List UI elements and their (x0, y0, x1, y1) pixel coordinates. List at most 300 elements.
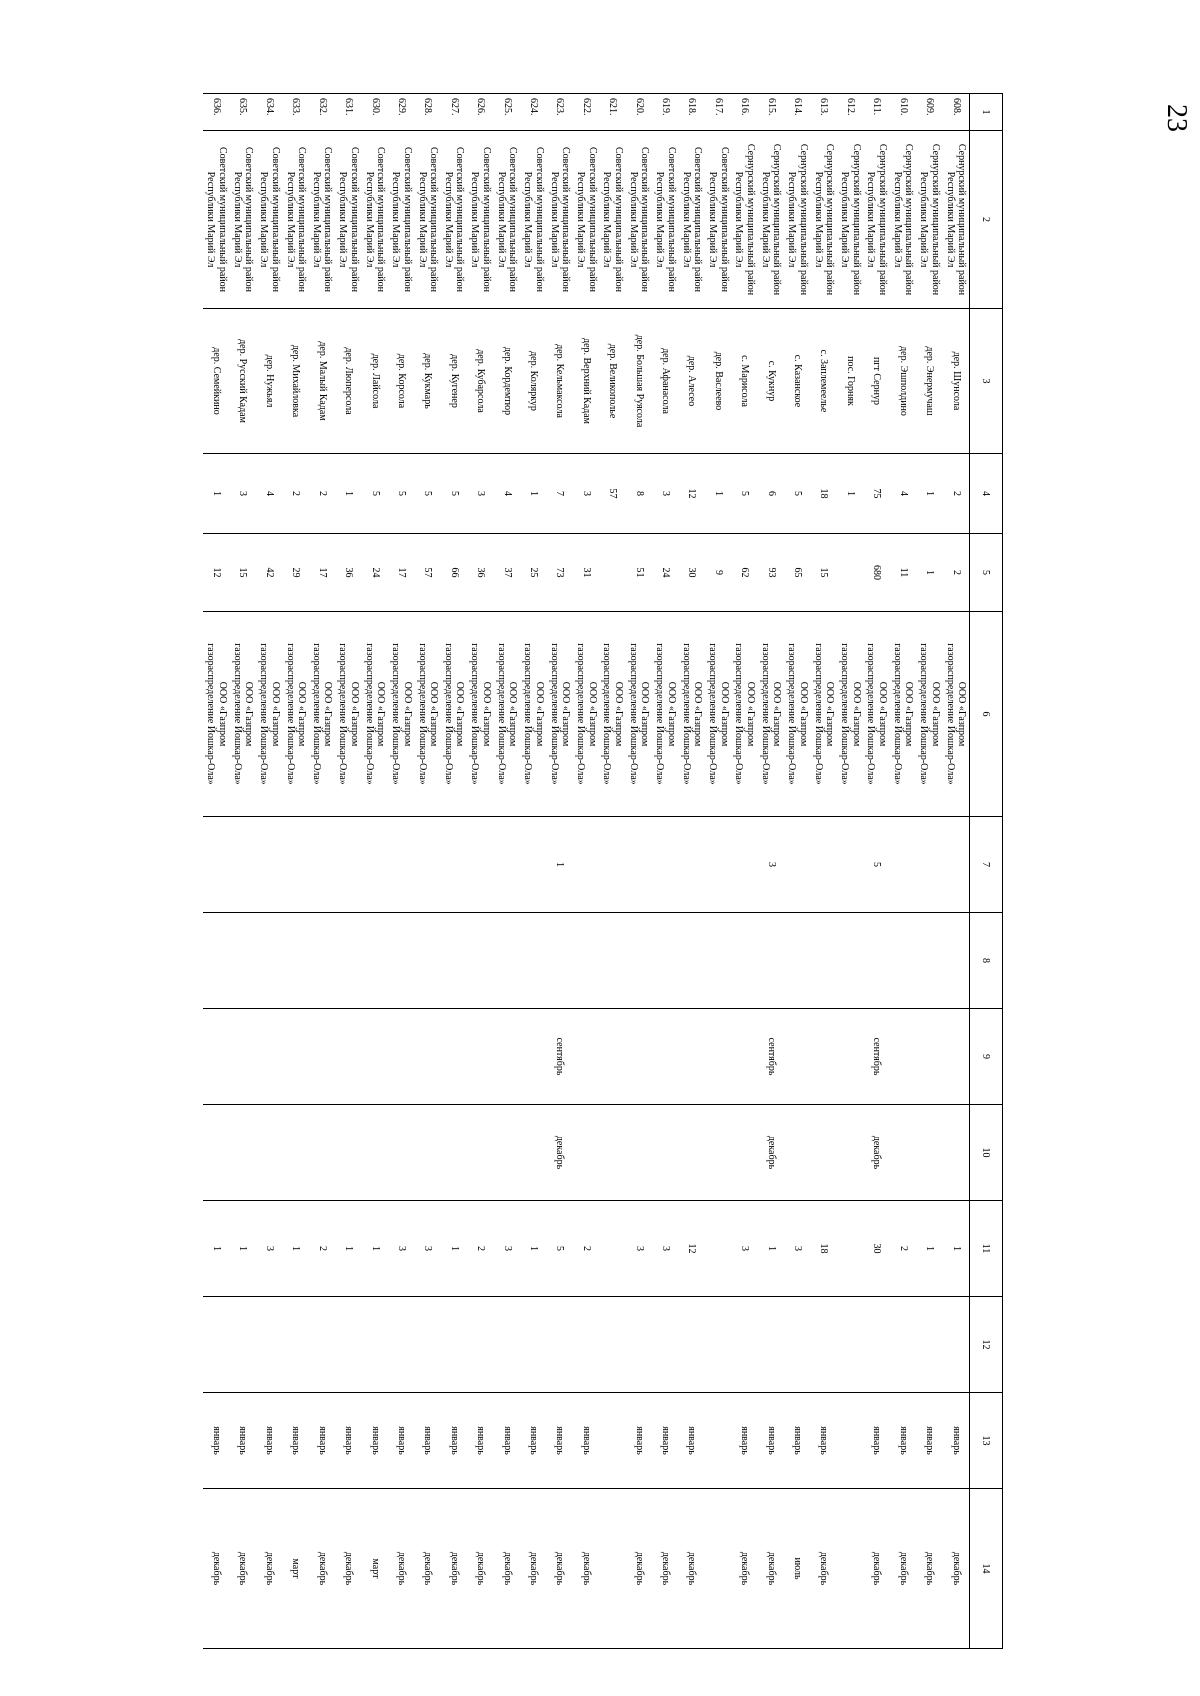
table-cell-c4: 1 (520, 454, 546, 534)
table-cell-c6 (863, 612, 889, 817)
table-cell-c12 (943, 1297, 970, 1393)
table-cell-c3: дер. Кукмарь (414, 309, 440, 454)
table-cell-c2 (678, 131, 704, 309)
table-cell-c9 (731, 1009, 757, 1105)
operator-line-2: газораспределение Йошкар-Ола» (654, 643, 666, 785)
table-cell-c13: январь (678, 1393, 704, 1489)
table-cell-c1: 634. (256, 94, 282, 131)
table-cell-c5: 31 (573, 534, 599, 612)
table-cell-c9 (599, 1009, 625, 1105)
table-cell-c2 (810, 131, 836, 309)
table-cell-c12 (705, 1297, 731, 1393)
table-cell-c7 (282, 817, 308, 913)
table-cell-c9 (626, 1009, 652, 1105)
region-line: Республики Марий Эл (865, 171, 877, 268)
table-cell-c12 (494, 1297, 520, 1393)
table-cell-c10 (837, 1105, 863, 1201)
table-cell-c2 (282, 131, 308, 309)
district-line: Сернурский муниципальный район (824, 143, 836, 296)
column-header: 8 (970, 913, 1003, 1009)
operator-line-1: ООО «Газпром (560, 681, 572, 747)
table-cell-c6 (282, 612, 308, 817)
operator-line-1: ООО «Газпром (956, 681, 968, 747)
table-row (441, 94, 467, 1649)
table-cell-c14: март (282, 1489, 308, 1649)
table-cell-c6 (678, 612, 704, 817)
operator-line-1: ООО «Газпром (454, 681, 466, 747)
table-row (230, 94, 256, 1649)
region-line: Республики Марий Эл (548, 171, 560, 268)
table-cell-c14: декабрь (494, 1489, 520, 1649)
operator-line-1: ООО «Газпром (877, 681, 888, 747)
table-cell-c3: дер. Коляркур (520, 309, 546, 454)
table-cell-c8 (494, 913, 520, 1009)
table-row (943, 94, 970, 1649)
table-cell-c8 (916, 913, 942, 1009)
table-cell-c5: 15 (810, 534, 836, 612)
operator-line-1: ООО «Газпром (401, 681, 413, 747)
table-cell-c4: 12 (678, 454, 704, 534)
table-cell-c3: дер. Алесео (678, 309, 704, 454)
table-cell-c10 (230, 1105, 256, 1201)
operator-line-1: ООО «Газпром (797, 681, 809, 747)
table-cell-c4: 5 (784, 454, 810, 534)
table-cell-c1: 632. (309, 94, 335, 131)
table-cell-c14: декабрь (441, 1489, 467, 1649)
operator-line-2: газораспределение Йошкар-Ола» (258, 643, 270, 785)
table-cell-c6 (943, 612, 970, 817)
table-cell-c11: 2 (890, 1201, 916, 1297)
region-line: Республики Марий Эл (363, 171, 375, 268)
table-cell-c6 (599, 612, 625, 817)
table-row (916, 94, 942, 1649)
table-cell-c8 (309, 913, 335, 1009)
table-cell-c9: сентябрь (758, 1009, 784, 1105)
operator-line-1: ООО «Газпром (692, 681, 704, 747)
operator-line-2: газораспределение Йошкар-Ола» (548, 643, 560, 785)
table-cell-c6 (546, 612, 572, 817)
table-cell-c3: дер. Семейкино (203, 309, 230, 454)
table-cell-c12 (678, 1297, 704, 1393)
table-cell-c10 (494, 1105, 520, 1201)
table-cell-c8 (362, 913, 388, 1009)
table-cell-c9 (705, 1009, 731, 1105)
table-cell-c5: 1 (916, 534, 942, 612)
table-cell-c1: 616. (731, 94, 757, 131)
table-cell-c8 (758, 913, 784, 1009)
table-cell-c4: 1 (916, 454, 942, 534)
table-cell-c13: январь (758, 1393, 784, 1489)
table-cell-c2 (863, 131, 889, 309)
operator-line-2: газораспределение Йошкар-Ола» (522, 643, 534, 785)
table-cell-c2 (230, 131, 256, 309)
table-cell-c3: дер. Кубарсола (467, 309, 493, 454)
table-cell-c3: дер. Корсола (388, 309, 414, 454)
table-cell-c12 (282, 1297, 308, 1393)
table-cell-c14: декабрь (573, 1489, 599, 1649)
table-cell-c7 (388, 817, 414, 913)
column-number-row (970, 94, 1003, 1649)
table-row (678, 94, 704, 1649)
column-header: 7 (970, 817, 1003, 913)
operator-line-2: газораспределение Йошкар-Ола» (865, 643, 877, 785)
table-cell-c8 (573, 913, 599, 1009)
table-cell-c9 (203, 1009, 230, 1105)
table-cell-c3: дер. Михайловка (282, 309, 308, 454)
operator-line-2: газораспределение Йошкар-Ола» (944, 643, 956, 785)
table-cell-c7 (573, 817, 599, 913)
table-cell-c9 (230, 1009, 256, 1105)
table-cell-c14: декабрь (388, 1489, 414, 1649)
table-cell-c6 (705, 612, 731, 817)
region-line: Республики Марий Эл (627, 171, 639, 268)
table-cell-c6 (494, 612, 520, 817)
table-cell-c9 (441, 1009, 467, 1105)
table-cell-c13: январь (467, 1393, 493, 1489)
operator-line-2: газораспределение Йошкар-Ола» (707, 643, 719, 785)
table-cell-c1: 620. (626, 94, 652, 131)
table-cell-c7 (494, 817, 520, 913)
operator-line-2: газораспределение Йошкар-Ола» (231, 643, 243, 785)
table-cell-c6 (837, 612, 863, 817)
table-cell-c2 (309, 131, 335, 309)
table-cell-c6 (758, 612, 784, 817)
district-line: Советский муниципальный район (586, 147, 598, 292)
district-line: Сернурский муниципальный район (771, 143, 783, 296)
table-cell-c14: март (362, 1489, 388, 1649)
table-cell-c8 (678, 913, 704, 1009)
table-cell-c11: 30 (863, 1201, 889, 1297)
table-cell-c6 (916, 612, 942, 817)
table-cell-c3: дер. Васлеево (705, 309, 731, 454)
table-cell-c6 (362, 612, 388, 817)
column-header: 11 (970, 1201, 1003, 1297)
table-cell-c1: 610. (890, 94, 916, 131)
table-cell-c10 (203, 1105, 230, 1201)
region-line: Республики Марий Эл (839, 171, 851, 268)
district-line: Сернурский муниципальный район (877, 143, 888, 296)
table-cell-c6 (652, 612, 678, 817)
district-line: Сернурский муниципальный район (850, 143, 862, 296)
table-cell-c8 (441, 913, 467, 1009)
table-cell-c8 (335, 913, 361, 1009)
table-cell-c12 (863, 1297, 889, 1393)
table-cell-c8 (388, 913, 414, 1009)
operator-line-1: ООО «Газпром (480, 681, 492, 747)
table-cell-c11: 1 (362, 1201, 388, 1297)
table-cell-c7 (520, 817, 546, 913)
table-cell-c13: январь (362, 1393, 388, 1489)
column-header: 13 (970, 1393, 1003, 1489)
operator-line-1: ООО «Газпром (533, 681, 545, 747)
table-cell-c5: 25 (520, 534, 546, 612)
table-cell-c9 (520, 1009, 546, 1105)
table-cell-c2 (467, 131, 493, 309)
table-cell-c12 (441, 1297, 467, 1393)
operator-line-1: ООО «Газпром (348, 681, 360, 747)
operator-line-1: ООО «Газпром (216, 681, 228, 747)
table-cell-c13: январь (520, 1393, 546, 1489)
table-cell-c4: 7 (546, 454, 572, 534)
table-cell-c6 (784, 612, 810, 817)
table-cell-c6 (626, 612, 652, 817)
table-cell-c13: январь (652, 1393, 678, 1489)
operator-line-1: ООО «Газпром (903, 681, 915, 747)
table-cell-c13: январь (309, 1393, 335, 1489)
table-cell-c12 (810, 1297, 836, 1393)
table-cell-c7 (414, 817, 440, 913)
table-cell-c3: дер. Энермучаш (916, 309, 942, 454)
table-cell-c14: декабрь (943, 1489, 970, 1649)
table-row (203, 94, 230, 1649)
table-cell-c7 (599, 817, 625, 913)
table-cell-c2 (943, 131, 970, 309)
table-cell-c5: 9 (705, 534, 731, 612)
table-cell-c4: 75 (863, 454, 889, 534)
district-line: Советский муниципальный район (507, 147, 519, 292)
table-cell-c1: 609. (916, 94, 942, 131)
district-line: Советский муниципальный район (718, 147, 730, 292)
table-cell-c12 (573, 1297, 599, 1393)
table-cell-c14: июль (784, 1489, 810, 1649)
table-cell-c9: сентябрь (546, 1009, 572, 1105)
table-cell-c13: январь (494, 1393, 520, 1489)
table-cell-c8 (230, 913, 256, 1009)
region-line: Республики Марий Эл (205, 171, 217, 268)
table-cell-c13: январь (388, 1393, 414, 1489)
table-cell-c11 (705, 1201, 731, 1297)
table-cell-c10 (943, 1105, 970, 1201)
table-cell-c10 (362, 1105, 388, 1201)
table-cell-c9 (652, 1009, 678, 1105)
table-cell-c6 (890, 612, 916, 817)
table-cell-c10: декабрь (758, 1105, 784, 1201)
table-cell-c9 (890, 1009, 916, 1105)
table-cell-c12 (599, 1297, 625, 1393)
table-cell-c13: январь (335, 1393, 361, 1489)
table-cell-c8 (705, 913, 731, 1009)
table-cell-c10 (414, 1105, 440, 1201)
district-line: Советский муниципальный район (560, 147, 572, 292)
district-line: Советский муниципальный район (533, 147, 545, 292)
table-row (573, 94, 599, 1649)
table-cell-c2 (573, 131, 599, 309)
region-line: Республики Марий Эл (680, 171, 692, 268)
table-cell-c7 (784, 817, 810, 913)
table-cell-c8 (863, 913, 889, 1009)
table-row (388, 94, 414, 1649)
table-cell-c11: 1 (943, 1201, 970, 1297)
table-cell-c10 (282, 1105, 308, 1201)
operator-line-2: газораспределение Йошкар-Ола» (205, 643, 217, 785)
table-cell-c3: дер. Верхний Кадам (573, 309, 599, 454)
table-cell-c12 (414, 1297, 440, 1393)
region-line: Республики Марий Эл (469, 171, 481, 268)
table-cell-c14: декабрь (335, 1489, 361, 1649)
operator-line-1: ООО «Газпром (507, 681, 519, 747)
table-cell-c14 (705, 1489, 731, 1649)
table-row (362, 94, 388, 1649)
operator-line-2: газораспределение Йошкар-Ола» (891, 643, 903, 785)
table-cell-c11: 3 (652, 1201, 678, 1297)
district-line: Советский муниципальный район (243, 147, 255, 292)
table-cell-c12 (335, 1297, 361, 1393)
table-cell-c7 (626, 817, 652, 913)
table-cell-c7 (810, 817, 836, 913)
table-cell-c12 (467, 1297, 493, 1393)
table-cell-c1: 627. (441, 94, 467, 131)
district-line: Советский муниципальный район (612, 147, 624, 292)
region-line: Республики Марий Эл (416, 171, 428, 268)
operator-line-2: газораспределение Йошкар-Ола» (575, 643, 587, 785)
operator-line-1: ООО «Газпром (744, 681, 756, 747)
district-line: Сернурский муниципальный район (797, 143, 809, 296)
table-cell-c12 (784, 1297, 810, 1393)
table-cell-c10 (705, 1105, 731, 1201)
table-cell-c3: дер. Афанасола (652, 309, 678, 454)
table-cell-c9 (282, 1009, 308, 1105)
table-cell-c2 (414, 131, 440, 309)
column-header: 2 (970, 131, 1003, 309)
table-cell-c11: 3 (388, 1201, 414, 1297)
table-cell-c3: с. Казанское (784, 309, 810, 454)
operator-line-1: ООО «Газпром (612, 681, 624, 747)
table-cell-c1: 635. (230, 94, 256, 131)
table-cell-c13: январь (916, 1393, 942, 1489)
table-cell-c9 (309, 1009, 335, 1105)
table-cell-c8 (256, 913, 282, 1009)
table-cell-c12 (652, 1297, 678, 1393)
table-cell-c6 (309, 612, 335, 817)
table-cell-c4: 2 (309, 454, 335, 534)
operator-line-1: ООО «Газпром (586, 681, 598, 747)
table-cell-c7 (678, 817, 704, 913)
column-header: 10 (970, 1105, 1003, 1201)
table-cell-c6 (203, 612, 230, 817)
table-cell-c8 (467, 913, 493, 1009)
district-line: Советский муниципальный район (375, 147, 387, 292)
column-header: 4 (970, 454, 1003, 534)
operator-line-2: газораспределение Йошкар-Ола» (733, 643, 745, 785)
table-cell-c14: декабрь (758, 1489, 784, 1649)
district-line: Советский муниципальный район (322, 147, 334, 292)
region-line: Республики Марий Эл (575, 171, 587, 268)
table-cell-c5: 12 (203, 534, 230, 612)
table-cell-c7: 5 (863, 817, 889, 913)
table-cell-c11: 3 (256, 1201, 282, 1297)
table-cell-c14: декабрь (731, 1489, 757, 1649)
operator-line-2: газораспределение Йошкар-Ола» (390, 643, 402, 785)
table-cell-c3: дер. Кельмаксола (546, 309, 572, 454)
table-cell-c5: 65 (784, 534, 810, 612)
operator-line-2: газораспределение Йошкар-Ола» (416, 643, 428, 785)
table-cell-c3: дер. Эшполдино (890, 309, 916, 454)
table-cell-c9 (784, 1009, 810, 1105)
table-cell-c1: 628. (414, 94, 440, 131)
table-cell-c5: 24 (362, 534, 388, 612)
region-line: Республики Марий Эл (231, 171, 243, 268)
table-cell-c2 (203, 131, 230, 309)
table-cell-c11: 3 (494, 1201, 520, 1297)
district-line: Советский муниципальный район (454, 147, 466, 292)
table-cell-c13: январь (441, 1393, 467, 1489)
table-cell-c1: 625. (494, 94, 520, 131)
table-cell-c2 (388, 131, 414, 309)
table-cell-c8 (520, 913, 546, 1009)
table-cell-c6 (388, 612, 414, 817)
operator-line-2: газораспределение Йошкар-Ола» (469, 643, 481, 785)
table-cell-c7 (230, 817, 256, 913)
operator-line-1: ООО «Газпром (428, 681, 440, 747)
table-cell-c10 (678, 1105, 704, 1201)
table-cell-c4: 1 (705, 454, 731, 534)
operator-line-2: газораспределение Йошкар-Ола» (443, 643, 454, 785)
region-line: Республики Марий Эл (601, 171, 613, 268)
table-cell-c11: 3 (731, 1201, 757, 1297)
table-cell-c13 (837, 1393, 863, 1489)
table-cell-c9 (810, 1009, 836, 1105)
district-line: Советский муниципальный район (428, 147, 440, 292)
table-cell-c9 (573, 1009, 599, 1105)
table-row (546, 94, 572, 1649)
district-line: Советский муниципальный район (639, 147, 651, 292)
table-cell-c11: 2 (467, 1201, 493, 1297)
operator-line-2: газораспределение Йошкар-Ола» (627, 643, 639, 785)
region-line: Республики Марий Эл (707, 171, 719, 268)
table-cell-c14: декабрь (916, 1489, 942, 1649)
table-cell-c5 (599, 534, 625, 612)
table-cell-c6 (230, 612, 256, 817)
table-cell-c11: 1 (758, 1201, 784, 1297)
table-cell-c14: декабрь (230, 1489, 256, 1649)
table-cell-c2 (890, 131, 916, 309)
column-header: 3 (970, 309, 1003, 454)
table-cell-c6 (256, 612, 282, 817)
table-row (652, 94, 678, 1649)
table-cell-c1: 623. (546, 94, 572, 131)
table-cell-c4: 5 (414, 454, 440, 534)
table-cell-c10 (573, 1105, 599, 1201)
table-cell-c6 (573, 612, 599, 817)
table-cell-c1: 624. (520, 94, 546, 131)
column-header: 6 (970, 612, 1003, 817)
operator-line-2: газораспределение Йошкар-Ола» (310, 643, 322, 785)
table-cell-c13 (705, 1393, 731, 1489)
table-cell-c14: декабрь (203, 1489, 230, 1649)
table-cell-c1: 629. (388, 94, 414, 131)
table-cell-c11: 1 (441, 1201, 467, 1297)
column-header: 14 (970, 1489, 1003, 1649)
table-cell-c10: декабрь (863, 1105, 889, 1201)
operator-line-1: ООО «Газпром (771, 681, 783, 747)
table-cell-c13: январь (863, 1393, 889, 1489)
table-cell-c5: 62 (731, 534, 757, 612)
table-cell-c1: 619. (652, 94, 678, 131)
table-cell-c5: 37 (494, 534, 520, 612)
table-cell-c4: 2 (943, 454, 970, 534)
table-cell-c2 (599, 131, 625, 309)
table-cell-c8 (731, 913, 757, 1009)
table-cell-c11: 1 (230, 1201, 256, 1297)
operator-line-2: газораспределение Йошкар-Ола» (759, 643, 771, 785)
table-cell-c10 (388, 1105, 414, 1201)
table-cell-c1: 622. (573, 94, 599, 131)
table-cell-c8 (203, 913, 230, 1009)
table-cell-c5: 51 (626, 534, 652, 612)
table-cell-c14: декабрь (890, 1489, 916, 1649)
table-cell-c12 (520, 1297, 546, 1393)
region-line: Республики Марий Эл (522, 171, 534, 268)
